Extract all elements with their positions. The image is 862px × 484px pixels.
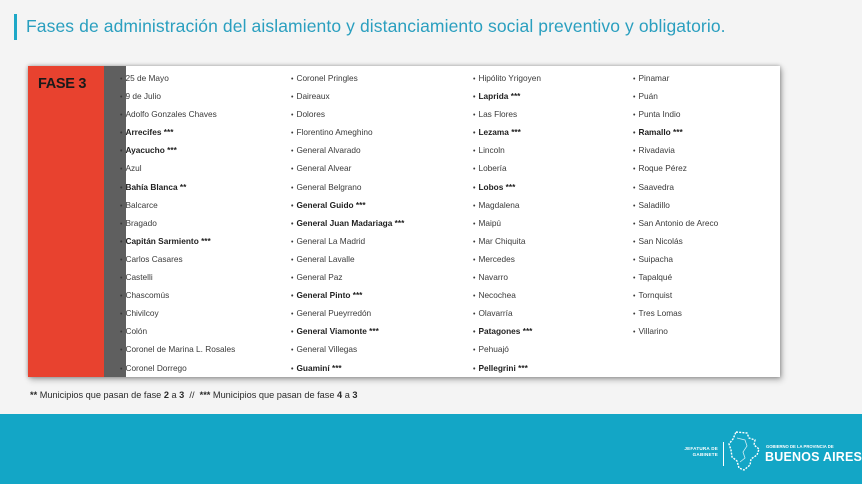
municipio-item: [633, 322, 718, 340]
municipio-item: [473, 232, 541, 250]
municipio-name: General Viamonte: [296, 326, 367, 337]
municipio-item: [120, 232, 235, 250]
municipios-column-2: [291, 69, 404, 377]
municipio-item: [291, 340, 404, 358]
municipio-name: Puán: [638, 91, 658, 102]
municipio-name: Patagones: [478, 326, 521, 337]
municipio-name: Saavedra: [638, 181, 674, 192]
municipio-name: Lobos: [478, 181, 504, 192]
municipio-name: Hipólito Yrigoyen: [478, 73, 542, 83]
municipio-name: Navarro: [478, 272, 508, 283]
footnote-marker-b: ***: [199, 390, 211, 400]
municipio-name: General Alvarado: [296, 145, 361, 156]
municipio-item: [291, 105, 404, 123]
phase-change-marker: ***: [198, 235, 211, 246]
municipio-name: Maipú: [478, 217, 502, 228]
footnote-from-b: 4: [337, 390, 343, 400]
municipio-name: Magdalena: [478, 199, 520, 210]
municipio-item: [120, 141, 235, 159]
phase-change-marker: ***: [329, 362, 342, 373]
municipio-name: Olavarría: [478, 308, 513, 319]
municipio-item: [473, 196, 541, 214]
municipio-name: Lincoln: [478, 145, 505, 156]
municipio-name: General Juan Madariaga: [296, 217, 393, 228]
municipio-name: General Belgrano: [296, 181, 362, 192]
municipio-name: Laprida: [478, 91, 509, 102]
municipio-item: [291, 178, 404, 196]
municipio-name: Ayacucho: [125, 145, 165, 156]
municipio-item: [120, 304, 235, 322]
jefatura-line-1: JEFATURA DE: [684, 446, 718, 451]
municipio-name: Capitán Sarmiento: [125, 235, 199, 246]
footnote-mid-a: a: [168, 390, 180, 400]
municipio-item: [120, 340, 235, 358]
municipio-name: Las Flores: [478, 109, 518, 120]
municipio-name: Tapalqué: [638, 272, 673, 283]
municipio-name: San Antonio de Areco: [638, 217, 719, 228]
municipio-item: [473, 87, 541, 105]
logo-divider: [723, 442, 724, 466]
municipio-item: [473, 105, 541, 123]
municipio-name: General Lavalle: [296, 253, 355, 264]
header-accent-bar: [14, 14, 17, 40]
phase-change-marker: ***: [515, 362, 528, 373]
phase-change-marker: ***: [392, 217, 405, 228]
footnote: [30, 390, 358, 400]
municipio-item: [633, 69, 718, 87]
municipio-name: Lezama: [478, 127, 509, 138]
municipio-item: [120, 123, 235, 141]
municipio-item: [633, 196, 718, 214]
phase-change-marker: ***: [508, 127, 521, 138]
municipio-item: [291, 286, 404, 304]
municipio-item: [633, 214, 718, 232]
municipio-name: Coronel de Marina L. Rosales: [125, 344, 236, 355]
municipio-name: General La Madrid: [296, 235, 366, 246]
municipio-item: [291, 69, 404, 87]
municipio-item: [633, 159, 718, 177]
municipio-item: [473, 340, 541, 358]
municipio-name: Mar Chiquita: [478, 235, 526, 246]
municipio-name: Adolfo Gonzales Chaves: [125, 109, 217, 120]
municipio-name: Pellegrini: [478, 362, 516, 373]
phase-card: [28, 66, 780, 377]
page-title: Fases de administración del aislamiento y distanciamiento social preventivo y obligatorio.: [26, 16, 726, 36]
footnote-to-a: 3: [179, 390, 185, 400]
municipio-name: Saladillo: [638, 199, 670, 210]
municipio-name: Bahía Blanca: [125, 181, 178, 192]
jefatura-line-2: GABINETE: [692, 452, 718, 457]
municipio-item: [291, 268, 404, 286]
phase-change-marker: ***: [164, 145, 177, 156]
municipio-item: [120, 178, 235, 196]
footnote-marker-a: **: [30, 390, 38, 400]
gobierno-label: GOBIERNO DE LA PROVINCIA DE: [766, 444, 834, 449]
municipio-item: [291, 123, 404, 141]
municipio-item: [633, 105, 718, 123]
municipio-name: Castelli: [125, 272, 153, 283]
municipio-name: Florentino Ameghino: [296, 127, 373, 138]
municipio-name: Pinamar: [638, 73, 670, 83]
municipio-name: Balcarce: [125, 199, 158, 210]
municipio-name: Lobería: [478, 163, 507, 174]
municipio-name: Chascomús: [125, 290, 170, 301]
municipio-item: [473, 250, 541, 268]
municipio-item: [120, 159, 235, 177]
municipio-item: [633, 268, 718, 286]
municipio-item: [291, 159, 404, 177]
municipio-item: [291, 322, 404, 340]
municipio-item: [120, 196, 235, 214]
phase-change-marker: ***: [350, 290, 363, 301]
municipio-item: [473, 69, 541, 87]
footnote-from-a: 2: [163, 390, 169, 400]
municipio-item: [291, 359, 404, 377]
municipio-item: [120, 286, 235, 304]
municipio-item: [473, 359, 541, 377]
footnote-text-b: Municipios que pasan de fase: [210, 390, 338, 400]
municipio-item: [120, 214, 235, 232]
municipio-name: Arrecifes: [125, 127, 162, 138]
municipio-name: Punta Indio: [638, 109, 681, 120]
footnote-mid-b: a: [342, 390, 353, 400]
municipio-name: Roque Pérez: [638, 163, 687, 174]
municipio-name: Carlos Casares: [125, 253, 183, 264]
municipios-column-1: [120, 69, 235, 377]
municipio-name: General Paz: [296, 272, 343, 283]
municipio-name: Azul: [125, 163, 142, 174]
municipio-name: Coronel Dorrego: [125, 362, 187, 373]
municipio-name: Daireaux: [296, 91, 330, 102]
municipio-name: 25 de Mayo: [125, 73, 169, 83]
municipio-name: General Pueyrredón: [296, 308, 372, 319]
municipio-item: [291, 232, 404, 250]
municipio-item: [633, 232, 718, 250]
municipio-item: [473, 141, 541, 159]
phase-change-marker: ***: [520, 326, 533, 337]
municipio-item: [120, 268, 235, 286]
municipio-item: [633, 286, 718, 304]
municipio-name: Villarino: [638, 326, 668, 337]
municipio-name: Coronel Pringles: [296, 73, 358, 83]
municipio-name: Dolores: [296, 109, 326, 120]
phase-change-marker: ***: [366, 326, 379, 337]
municipio-item: [291, 214, 404, 232]
municipio-item: [120, 69, 235, 87]
municipio-item: [633, 123, 718, 141]
municipio-item: [120, 250, 235, 268]
municipio-name: 9 de Julio: [125, 91, 161, 102]
municipio-name: Chivilcoy: [125, 308, 159, 319]
municipio-name: Mercedes: [478, 253, 515, 264]
buenos-aires-label: BUENOS AIRES: [765, 450, 862, 464]
jefatura-logo: [668, 446, 718, 458]
municipio-name: General Pinto: [296, 290, 351, 301]
municipio-item: [120, 359, 235, 377]
municipios-column-3: [473, 69, 541, 377]
municipio-name: Tres Lomas: [638, 308, 682, 319]
municipio-item: [633, 250, 718, 268]
phase-change-marker: ***: [670, 127, 683, 138]
municipio-name: Ramallo: [638, 127, 671, 138]
municipio-name: Tornquist: [638, 290, 673, 301]
municipio-name: Colón: [125, 326, 148, 337]
municipio-item: [120, 322, 235, 340]
municipio-name: General Guido: [296, 199, 354, 210]
municipio-name: San Nicolás: [638, 235, 683, 246]
municipio-item: [291, 196, 404, 214]
phase-change-marker: ***: [503, 181, 516, 192]
phase-change-marker: ***: [161, 127, 174, 138]
municipio-item: [473, 214, 541, 232]
phase-change-marker: ***: [508, 91, 521, 102]
municipio-item: [473, 178, 541, 196]
municipio-item: [633, 141, 718, 159]
municipio-item: [291, 87, 404, 105]
phase-change-marker: **: [177, 181, 187, 192]
municipio-name: Pehuajó: [478, 344, 509, 355]
municipio-name: Necochea: [478, 290, 516, 301]
municipios-list: [28, 66, 780, 377]
municipio-item: [120, 105, 235, 123]
municipio-item: [473, 286, 541, 304]
municipio-name: Guaminí: [296, 362, 330, 373]
municipio-name: Rivadavia: [638, 145, 675, 156]
footnote-separator: //: [184, 390, 200, 400]
municipio-name: General Alvear: [296, 163, 352, 174]
phase-change-marker: ***: [353, 199, 366, 210]
municipio-name: General Villegas: [296, 344, 358, 355]
municipios-column-4: [633, 69, 718, 340]
municipio-name: Bragado: [125, 217, 157, 228]
footnote-text-a: Municipios que pasan de fase: [37, 390, 164, 400]
municipio-item: [291, 250, 404, 268]
municipio-item: [473, 123, 541, 141]
municipio-item: [291, 304, 404, 322]
phase-label: FASE 3: [38, 76, 87, 92]
municipio-name: Suipacha: [638, 253, 674, 264]
municipio-item: [473, 268, 541, 286]
municipio-item: [473, 322, 541, 340]
municipio-item: [291, 141, 404, 159]
municipio-item: [120, 87, 235, 105]
municipio-item: [633, 87, 718, 105]
municipio-item: [473, 159, 541, 177]
municipio-item: [473, 304, 541, 322]
municipio-item: [633, 304, 718, 322]
footer-bar: [0, 414, 862, 484]
footnote-to-b: 3: [352, 390, 358, 400]
province-map-icon: [727, 430, 761, 472]
municipio-item: [633, 178, 718, 196]
